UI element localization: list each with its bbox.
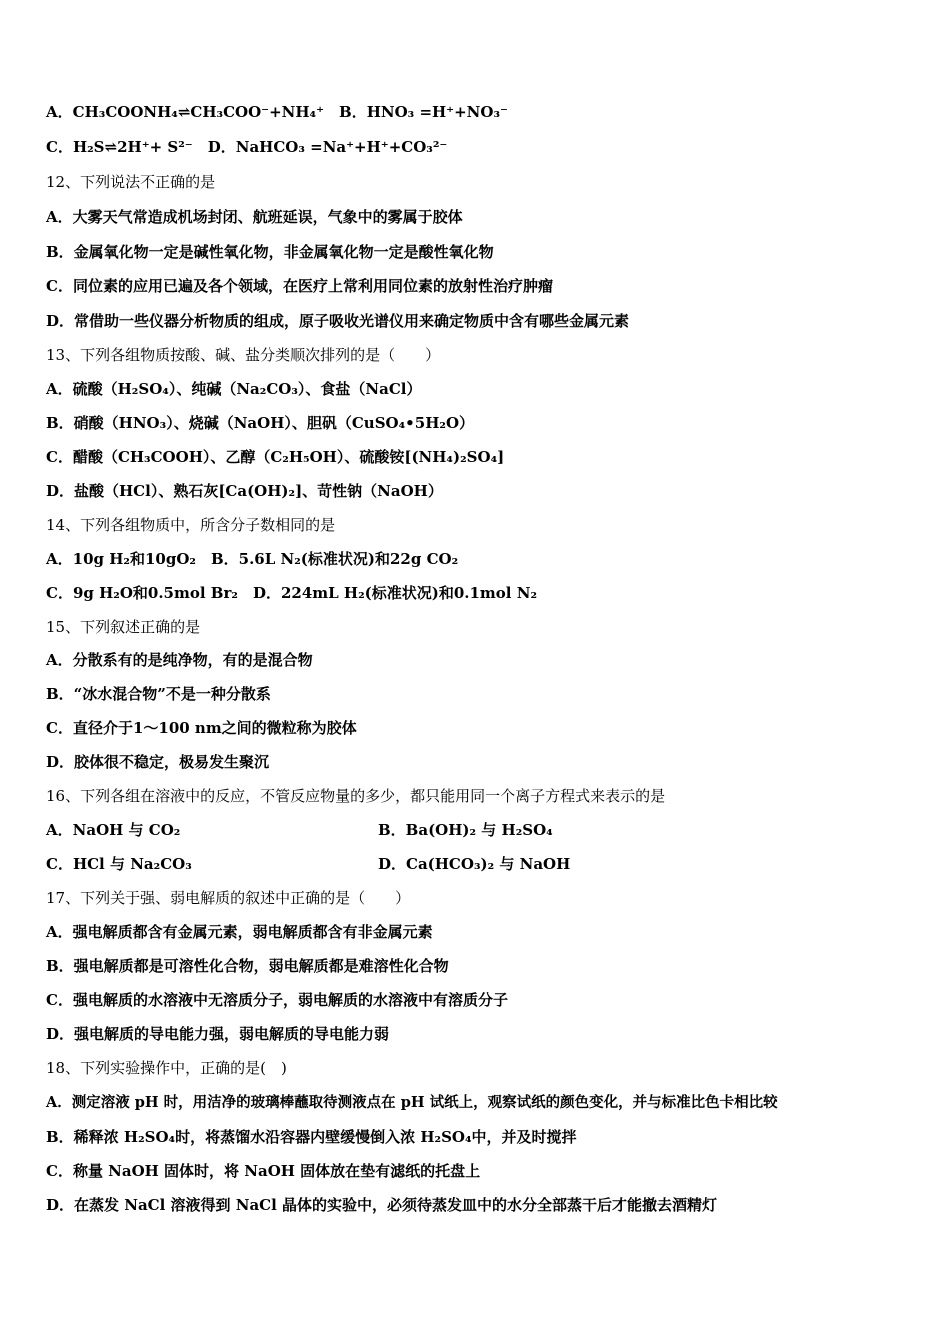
q11-options-cd: C．H₂S⇌2H⁺+ S²⁻ D．NaHCO₃ =Na⁺+H⁺+CO₃²⁻ [46,138,448,156]
q17-option-d: D．强电解质的导电能力强，弱电解质的导电能力弱 [46,1025,390,1043]
q17-option-c: C．强电解质的水溶液中无溶质分子，弱电解质的水溶液中有溶质分子 [46,991,508,1009]
question-17: 17、下列关于强、弱电解质的叙述中正确的是（ ） [46,889,411,907]
q18-option-c: C．称量 NaOH 固体时，将 NaOH 固体放在垫有滤纸的托盘上 [46,1162,481,1180]
question-12: 12、下列说法不正确的是 [46,173,216,191]
q14-options-ab: A．10g H₂和10gO₂ B．5.6L N₂(标准状况)和22g CO₂ [46,550,459,568]
q18-option-a: A．测定溶液 pH 时，用洁净的玻璃棒蘸取待测液点在 pH 试纸上，观察试纸的颜色变化，并与标准比色卡相比较 [46,1094,778,1111]
q15-option-c: C．直径介于1～100 nm之间的微粒称为胶体 [46,719,357,737]
question-18: 18、下列实验操作中，正确的是( ) [46,1059,287,1077]
q13-option-c: C．醋酸（CH₃COOH）、乙醇（C₂H₅OH）、硫酸铵[(NH₄)₂SO₄] [46,448,505,466]
q15-option-a: A．分散系有的是纯净物，有的是混合物 [46,651,313,669]
q16-option-a: A．NaOH 与 CO₂ [46,821,181,839]
question-16: 16、下列各组在溶液中的反应，不管反应物量的多少，都只能用同一个离子方程式来表示的是 [46,787,666,805]
q12-option-a: A．大雾天气常造成机场封闭、航班延误，气象中的雾属于胶体 [46,208,463,226]
q18-option-d: D．在蒸发 NaCl 溶液得到 NaCl 晶体的实验中，必须待蒸发皿中的水分全部蒸干后才能撤去酒精灯 [46,1196,718,1214]
question-14: 14、下列各组物质中，所含分子数相同的是 [46,516,336,534]
q16-option-b: B．Ba(OH)₂ 与 H₂SO₄ [378,821,553,839]
q16-options-ab [46,820,906,840]
q16-option-d: D．Ca(HCO₃)₂ 与 NaOH [378,855,571,873]
q15-option-b: B．“冰水混合物”不是一种分散系 [46,685,271,703]
question-13: 13、下列各组物质按酸、碱、盐分类顺次排列的是（ ） [46,346,441,364]
q12-option-d: D．常借助一些仪器分析物质的组成，原子吸收光谱仪用来确定物质中含有哪些金属元素 [46,312,630,330]
q17-option-a: A．强电解质都含有金属元素，弱电解质都含有非金属元素 [46,923,433,941]
q16-option-c: C．HCl 与 Na₂CO₃ [46,855,192,873]
q16-options-cd [46,854,906,874]
q13-option-d: D．盐酸（HCl）、熟石灰[Ca(OH)₂]、苛性钠（NaOH） [46,482,443,500]
question-15: 15、下列叙述正确的是 [46,618,201,636]
q13-option-a: A．硫酸（H₂SO₄）、纯碱（Na₂CO₃）、食盐（NaCl） [46,380,422,398]
q17-option-b: B．强电解质都是可溶性化合物，弱电解质都是难溶性化合物 [46,957,449,975]
q18-option-b: B．稀释浓 H₂SO₄时，将蒸馏水沿容器内壁缓慢倒入浓 H₂SO₄中，并及时搅拌 [46,1128,577,1146]
q12-option-b: B．金属氧化物一定是碱性氧化物，非金属氧化物一定是酸性氧化物 [46,243,494,261]
q13-option-b: B．硝酸（HNO₃）、烧碱（NaOH）、胆矾（CuSO₄•5H₂O） [46,414,475,432]
q11-options-ab: A．CH₃COONH₄⇌CH₃COO⁻+NH₄⁺ B．HNO₃ =H⁺+NO₃⁻ [46,103,508,121]
q14-options-cd: C．9g H₂O和0.5mol Br₂ D．224mL H₂(标准状况)和0.1mol N₂ [46,584,538,602]
q12-option-c: C．同位素的应用已遍及各个领域，在医疗上常利用同位素的放射性治疗肿瘤 [46,277,553,295]
q15-option-d: D．胶体很不稳定，极易发生聚沉 [46,753,270,771]
